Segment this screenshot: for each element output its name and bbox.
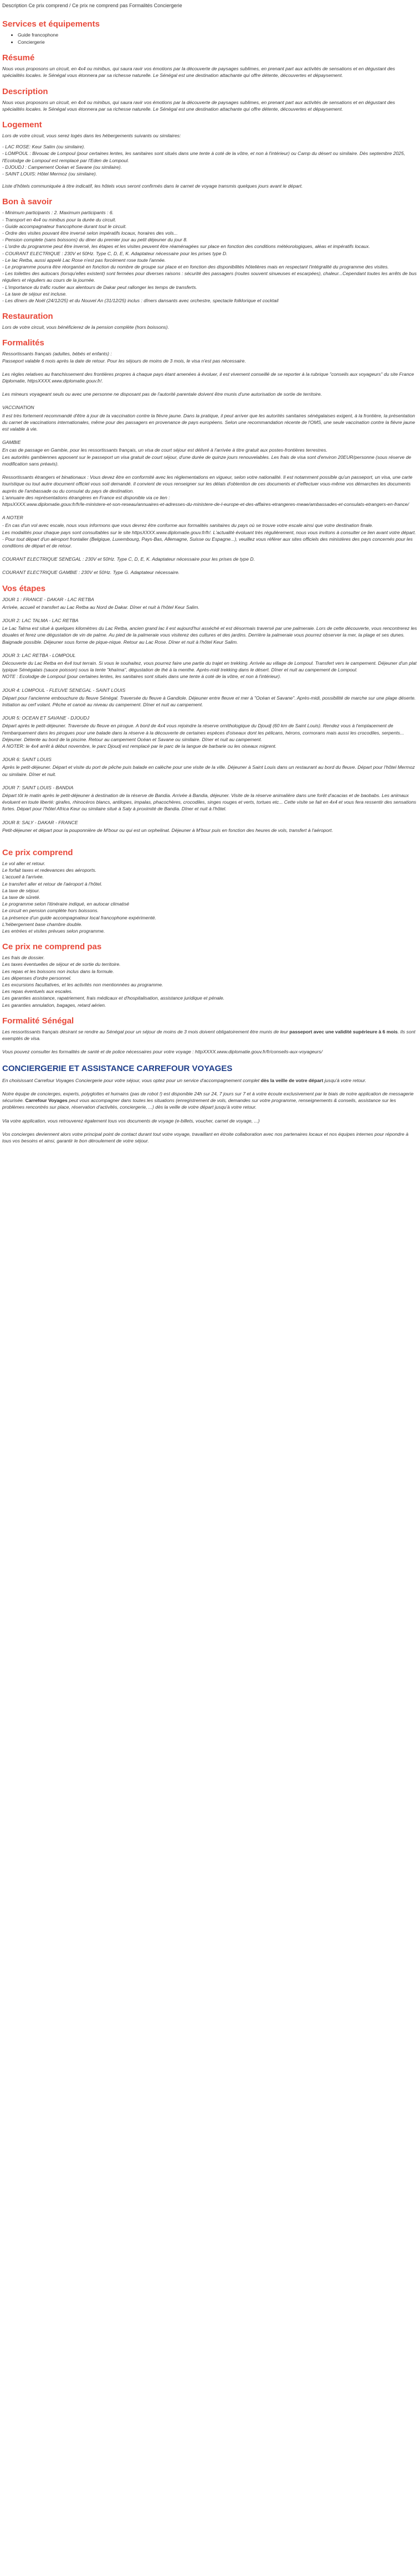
resume-title: Résumé <box>2 53 35 63</box>
a-noter-title: A NOTER <box>2 515 23 521</box>
list-item: - Transport en 4x4 ou minibus pour la durée du circuit. <box>2 216 116 223</box>
text-segment: Notre équipe de concierges, experts, polyglottes et humains (pas de robot !) est disponible 24h sur 24, 7 jours sur 7 et à votre écoute exclusivement par le biais de notre application de messagerie sécurisée. <box>2 1090 414 1104</box>
list-item: Le programme selon l'itinéraire indiqué, en autocar climatisé <box>2 901 130 907</box>
conciergerie-title: CONCIERGERIE ET ASSISTANCE CARREFOUR VOYAGES <box>2 1064 233 1074</box>
list-item: Le circuit en pension complète hors boissons. <box>2 908 99 914</box>
services-title: Services et équipements <box>2 19 100 29</box>
text-segment: . Ils sont exemptés de visa. <box>2 1028 416 1042</box>
vaccination-title: VACCINATION <box>2 405 34 411</box>
day-item <box>2 596 418 611</box>
vos-etapes-title: Vos étapes <box>2 583 46 593</box>
day-title: JOUR 6: SAINT LOUIS <box>2 757 52 763</box>
courant-senegal: COURANT ELECTRIQUE SENEGAL : 230V et 50Hz. Type C, D, E, K. Adaptateur nécessaire pour les prises de type D. <box>2 556 255 562</box>
formalite-senegal-section <box>2 1016 418 1056</box>
description-text: Nous vous proposons un circuit, en 4x4 ou minibus, qui saura ravir vos émotions par la découverte de paysages sublimes, en prenant part aux activités de sensations et en dégustant des spécialités locales. le Sénégal vous étonnera par sa richesse naturelle. Le Sénégal est une destination attachante qui offre détente, découvertes et dépaysement. <box>2 99 395 112</box>
formalites-p1: Ressortissants français (adultes, bébés et enfants) : Passeport valable 6 mois après la date de retour. Pour les séjours de moins de 3 mois, le visa n'est pas nécessaire. <box>2 351 246 364</box>
day-item <box>2 784 418 813</box>
page <box>0 0 420 1167</box>
ce-prix-comprend-title: Ce prix comprend <box>2 848 73 858</box>
list-item: - Minimum participants : 2. Maximum participants : 6. <box>2 210 114 216</box>
list-item: • Guide francophone <box>18 32 418 38</box>
description-section <box>2 87 418 112</box>
list-item: - Le programme pourra être réorganisé en fonction du nombre de groupe sur place et en fonction des disponibilités hôtelières mais en respectant l'intégralité du programme des visites. <box>2 264 389 270</box>
restauration-title: Restauration <box>2 312 53 322</box>
logement-section <box>2 120 418 189</box>
description-title: Description <box>2 86 48 96</box>
list-item: - Ordre des visites pouvant être inversé selon impératifs locaux, horaires des vols... <box>2 230 178 236</box>
restauration-section <box>2 312 418 330</box>
list-item: Les dépenses d'ordre personnel. <box>2 975 71 981</box>
text-segment: En choisissant Carrefour Voyages Conciergerie pour votre séjour, vous optez pour un service d'accompagnement complet <box>2 1077 261 1083</box>
formalites-section <box>2 338 418 576</box>
day-text: Après le petit-déjeuner. Départ et visite du port de pêche puis balade en calèche pour une visite de la ville. Déjeuner à Saint Louis dans un restaurant au bord du fleuve. Départ pour l'hôtel Mermoz ou similaire. Dîner et nuit. <box>2 764 415 777</box>
ce-prix-comprend-section <box>2 848 418 934</box>
list-item: La taxe de séjour. <box>2 887 40 893</box>
list-item: L'accueil à l'arrivée. <box>2 874 44 880</box>
a-noter-text: - En cas d'un vol avec escale, nous vous informons que vous devrez être conforme aux formalités sanitaires du pays où se trouve votre escale ainsi que votre destination finale. Les modalités pour chaque pays sont consultables sur le site httpsXXXX.www.diplomatie.gouv.fr/fr/. L'actualité évoluant très régulièrement, nous vous invitons à consulter ce lien avant votre départ. - Pour tout départ d'un aéroport frontalier (Belgique, Luxembourg, Pays-Bas, Allemagne, Suisse ou Espagne...), veuillez vous référer aux sites officiels des ministères des pays concernés pour les conditions de départ et de retour. <box>2 523 416 549</box>
logement-intro: Lors de votre circuit, vous serez logés dans les hébergements suivants ou similaires: <box>2 132 181 138</box>
list-item: L'hébergement base chambre double. <box>2 921 83 927</box>
list-item: Les frais de dossier. <box>2 955 45 961</box>
day-title: JOUR 4: LOMPOUL - FLEUVE SENEGAL - SAINT LOUIS <box>2 687 126 693</box>
logement-title: Logement <box>2 120 42 130</box>
gambie-title: GAMBIE <box>2 439 21 446</box>
formalite-senegal-title: Formalité Sénégal <box>2 1016 74 1026</box>
day-text: Départ après le petit-déjeuner. Traversée du fleuve en pirogue. A bord de 4x4 vous rejoindre la réserve ornithologique du Djoudj (60 km de Saint Louis). Rendez vous à l'emplacement de l'embarquement dans les pirogues pour une balade dans la réserve à la découverte de certaines espèces d'oiseaux dont les pélicans, hérons, cormorans mais aussi les crocodiles, serpents... Déjeuner. Détente au bord de la piscine. Retour au campement Océan et Savane ou similaire. Dîner et nuit au campement. A NOTER: le 4x4 arrêt à début novembre, le parc Djoudj est remplacé par le parc de la langue de barbarie ou les oiseaux migrent. <box>2 723 404 749</box>
list-item: Le forfait taxes et redevances des aéroports. <box>2 867 97 873</box>
conciergerie-p1 <box>2 1077 418 1084</box>
list-item: Les excursions facultatives, et les activités non mentionnées au programme. <box>2 982 163 988</box>
day-text: Départ pour l'ancienne embouchure du fleuve Sénégal. Traversée du fleuve à Gandiole. Déjeuner entre fleuve et mer à "Océan et Savane". Après-midi, possibilité de marche sur une plage déserte. Initiation au cerf volant. Pêche et canoë au niveau du campement. Dîner et nuit au campement. <box>2 695 416 707</box>
day-item <box>2 756 418 778</box>
list-item: Les repas éventuels aux escales. <box>2 989 73 995</box>
services-list <box>2 32 418 45</box>
formalites-p3: Les mineurs voyageant seuls ou avec une personne ne disposant pas de l'autorité parentale doivent être munis d'une autorisation de sortie de territoire. <box>2 391 322 397</box>
list-item: - Les dîners de Noël (24/12/25) et du Nouvel An (31/12/25) inclus : dîners dansants avec orchestre, spectacle folklorique et cocktail <box>2 298 279 304</box>
day-item <box>2 819 418 834</box>
passport-requirement: passeport avec une validité supérieure à 6 mois <box>289 1028 398 1034</box>
list-item: Le vol aller et retour. <box>2 861 46 867</box>
restauration-text: Lors de votre circuit, vous bénéficierez de la pension complète (hors boissons). <box>2 324 169 330</box>
highlight-text: dès la veille de votre départ <box>260 1077 324 1083</box>
text-segment: jusqu'à votre retour. <box>323 1077 367 1083</box>
resume-section <box>2 53 418 79</box>
formalites-p2: Les règles relatives au franchissement des frontières propres à chaque pays étant amenées à évoluer, il est vivement conseillé de se reporter à la rubrique "conseils aux voyageurs" du site France Diplomatie, httpsXXXX.www.diplomatie.gouv.fr/. <box>2 371 414 384</box>
list-item: - Pension complete (sans boissons) du diner du premier jour au petit déjeuner du jour 8. <box>2 237 188 243</box>
list-item: Les garanties assistance, rapatriement, frais médicaux et d'hospitalisation, assistance juridique et pénale. <box>2 995 224 1001</box>
bon-a-savoir-section <box>2 197 418 304</box>
list-item: La présence d'un guide accompagnateur local francophone expérimenté. <box>2 914 156 920</box>
list-item: - DJOUDJ : Campement Océan et Savane (ou similaire). <box>2 164 122 170</box>
day-item <box>2 687 418 708</box>
list-item: Les garanties annulation, bagages, retard aérien. <box>2 1002 106 1008</box>
day-title: JOUR 1 : FRANCE - DAKAR - LAC RETBA <box>2 596 94 602</box>
day-title: JOUR 5: OCEAN ET SAVANE - DJOUDJ <box>2 715 90 721</box>
list-item: - L'importance du trafic routier aux alentours de Dakar peut rallonger les temps de transferts. <box>2 284 197 290</box>
list-item: - Les toilettes des autocars (lorsqu'elles existent) sont fermées pour diverses raisons : sécurité des passagers (routes souvent sinueuses et escarpées), chaleur...Cependant toutes les arrêts de bus réguliers et réguliers au cours de la journée. <box>2 271 417 283</box>
day-text: Arrivée, accueil et transfert au Lac Retba au Nord de Dakar. Dîner et nuit à l'hôtel Keur Salim. <box>2 604 199 610</box>
day-item <box>2 652 418 680</box>
list-item: La taxe de sûreté. <box>2 894 40 901</box>
list-item: - LAC ROSE: Keur Salim (ou similaire). <box>2 144 85 150</box>
services-section <box>2 19 418 45</box>
conciergerie-section <box>2 1063 418 1144</box>
list-item: - Guide accompagnateur francophone durant tout le circuit. <box>2 223 127 229</box>
list-item: Les taxes éventuelles de séjour et de sortie du territoire. <box>2 961 121 968</box>
brand-name: Carrefour Voyages <box>25 1098 68 1104</box>
list-item: Le transfert aller et retour de l'aéroport à l'hôtel. <box>2 881 103 887</box>
logement-note: Liste d'hôtels communiquée à titre indicatif, les hôtels vous seront confirmés dans le carnet de voyage transmis quelques jours avant le départ. <box>2 183 303 189</box>
list-item: - La taxe de séjour est incluse. <box>2 291 67 297</box>
ce-prix-ne-comprend-pas-title: Ce prix ne comprend pas <box>2 942 102 952</box>
list-item: • Conciergerie <box>18 39 418 45</box>
text-segment: Les ressortissants français désirant se rendre au Sénégal pour un séjour de moins de 3 mois doivent obligatoirement être munis de leur <box>2 1028 290 1034</box>
etrangers-text: Ressortissants étrangers et binationaux : Vous devez être en conformité avec les réglementations en vigueur, selon votre nationalité. Il est notamment possible qu'un passeport, un visa, une carte touristique ou tout autre document officiel vous soit demandé. Il convient de vous renseigner sur les délais d'obtention de ces documents et d'effectuer vous-même vos démarches les documents auprès de l'ambassade ou du consulat du pays de destination. L'annuaire des représentations étrangères en France est disponible via ce lien : httpsXXXX.www.diplomatie.gouv.fr/fr/le-ministere-et-son-reseau/annuaires-et-adresses-du-ministere-de-l-europe-et-des-affaires-etrangeres-meae/ambassades-et-consulats-etrangers-en-france/ <box>2 474 413 507</box>
text-segment: peut vous accompagner dans toutes les situations (enregistrement de vols, demandes sur votre programme, renseignements & conseils, assistance sur les problèmes rencontrés sur place, réservation d'activités, conciergerie, ...) dès la veille de votre départ jusqu'à votre retour. <box>2 1098 396 1110</box>
list-item: - Le lac Retba, aussi appelé Lac Rose n'est pas forcément rose toute l'année. <box>2 257 166 263</box>
ce-prix-ne-comprend-pas-section <box>2 942 418 1008</box>
list-item: - L'ordre du programme peut être inversé, les étapes et les visites peuvent être réaménagées sur place en fonction des conditions météorologiques, aléas et impératifs locaux. <box>2 244 370 250</box>
courant-gambie: COURANT ELECTRIQUE GAMBIE : 230V et 50Hz. Type G. Adaptateur nécessaire. <box>2 570 180 576</box>
formalite-senegal-p2: Vous pouvez consulter les formalités de santé et de police nécessaires pour votre voyage : httpXXXX.www.diplomatie.gouv.fr/fr/conseils-aux-voyageurs/ <box>2 1049 322 1055</box>
breadcrumb: Description Ce prix comprend / Ce prix ne comprend pas Formalités Conciergerie <box>2 3 182 8</box>
list-item: Les entrées et visites prévues selon programme. <box>2 928 105 934</box>
list-item: - LOMPOUL : Bivouac de Lompoul (pour certaines lentes, les sanitaires sont situés dans une tente à coté de la vôtre, et non à l'intérieur) ou Camp du désert ou similaire. Dès septembre 2025, l'Ecolodge de Lompoul est remplacé par l'Eden de Lompoul. <box>2 151 406 163</box>
list-item: - SAINT LOUIS: Hôtel Mermoz (ou similaire). <box>2 171 97 177</box>
day-title: JOUR 8: SALY - DAKAR - FRANCE <box>2 819 78 825</box>
resume-text: Nous vous proposons un circuit, en 4x4 ou minibus, qui saura ravir vos émotions par la découverte de paysages sublimes, en prenant part aux activités de sensations et en dégustant des spécialités locales. le Sénégal vous étonnera par sa richesse naturelle. Le Sénégal est une destination attachante qui offre détente, découvertes et dépaysement. <box>2 66 395 79</box>
day-text: Départ tôt le matin après le petit-déjeuner à destination de la réserve de Bandia. Arrivée à Bandia, déjeuner. Visite de la réserve animalière dans une forêt d'acacias et de baobabs. Les animaux évoluent en toute liberté: girafes, rhinocéros blancs, antilopes, impalas, phacochères, crocodiles, singes rouges et verts, tortues etc... Cette visite se fait en 4x4 et vous fera ressentir des sensations fortes. Départ pour l'hôtel Africa Keur ou similaire situé à Saly à proximité de Bandia. Dîner et nuit à l'hôtel. <box>2 793 417 812</box>
day-item <box>2 617 418 645</box>
conciergerie-p2 <box>2 1090 418 1111</box>
bon-a-savoir-title: Bon à savoir <box>2 197 53 207</box>
conciergerie-p4: Vos concierges deviennent alors votre principal point de contact durant tout votre voyage, travaillant en étroite collaboration avec nos partenaires locaux et nos équipes internes pour répondre à tous vos besoins et ainsi, garantir le bon déroulement de votre séjour. <box>2 1131 408 1144</box>
list-item: Les repas et les boissons non inclus dans la formule. <box>2 968 114 974</box>
gambie-text: En cas de passage en Gambie, pour les ressortissants français, un visa de court séjour est délivré à l'arrivée à titre gratuit aux postes-frontières terrestres. Les autorités gambiennes apposent sur le passeport un visa gratuit de court séjour, d'une durée de quinze jours renouvelables. Les frais de visa sont d'environ 20EUR/personne (sous réserve de modification sans préavis). <box>2 447 412 467</box>
day-text: Le Lac Talma est situé à quelques kilomètres du Lac Retba, ancien grand lac il est aujourd'hui asséché et est désormais traversé par une palmeraie. Lors de cette découverte, vous rencontrerez les douales et ferez une dégustation de vin de palme. Au pied de la palmeraie vous visiterez des cultures et des jardins. Derrière la palmeraie vous pourrez observer la mer, la plage et ses dunes. Baignade possible. Déjeuner sous forme de pique-nique. Retour au Lac Rose. Dîner et nuit à l'hôtel Keur Salim. <box>2 625 417 645</box>
day-title: JOUR 7: SAINT LOUIS - BANDIA <box>2 784 74 790</box>
vos-etapes-section <box>2 584 418 834</box>
list-item: - COURANT ELECTRIQUE : 230V et 50Hz. Type C, D, E, K. Adaptateur nécessaire pour les prises type D. <box>2 250 228 256</box>
day-text: Petit-déjeuner et départ pour la pouponnière de M'bour ou qui est un orphelinat. Déjeuner à M'bour puis en fonction des heures de vols, transfert à l'aéroport. <box>2 827 333 833</box>
day-title: JOUR 3: LAC RETBA - LOMPOUL <box>2 652 76 658</box>
day-title: JOUR 2: LAC TALMA - LAC RETBA <box>2 617 79 623</box>
day-item <box>2 715 418 749</box>
day-text: Découverte du Lac Retba en 4x4 tout terrain. Si vous le souhaitez, vous pourrez faire une partie du trajet en trekking. Arrivée au village de Lompoul. Transfert vers le campement. Déjeuner d'un plat typique Sénégalais (sauce poisson) sous la tente "khaïma", dégustation de thé à la menthe. Après-midi trekking dans le désert. Dîner et nuit au campement de Lompoul. NOTE : Ecolodge de Lompoul (pour certaines lentes, les sanitaires sont situés dans une tente à coté de la vôtre, et non à l'intérieur). <box>2 660 417 680</box>
vaccination-text: Il est très fortement recommandé d'être à jour de la vaccination contre la fièvre jaune. Dans la pratique, il peut arriver que les autorités sanitaires sénégalaises exigent, à la frontière, la présentation du carnet de vaccinations internationales, même pour des passagers en provenance de pays européens. Selon une recommandation récente de l'OMS, une seule vaccination contre la fièvre jaune est valable à vie. <box>2 412 415 432</box>
formalites-title: Formalités <box>2 338 44 348</box>
formalite-senegal-p1 <box>2 1028 418 1042</box>
conciergerie-p3: Via votre application, vous retrouverez également tous vos documents de voyage (e-billets, voucher, carnet de voyage, ...) <box>2 1118 260 1124</box>
